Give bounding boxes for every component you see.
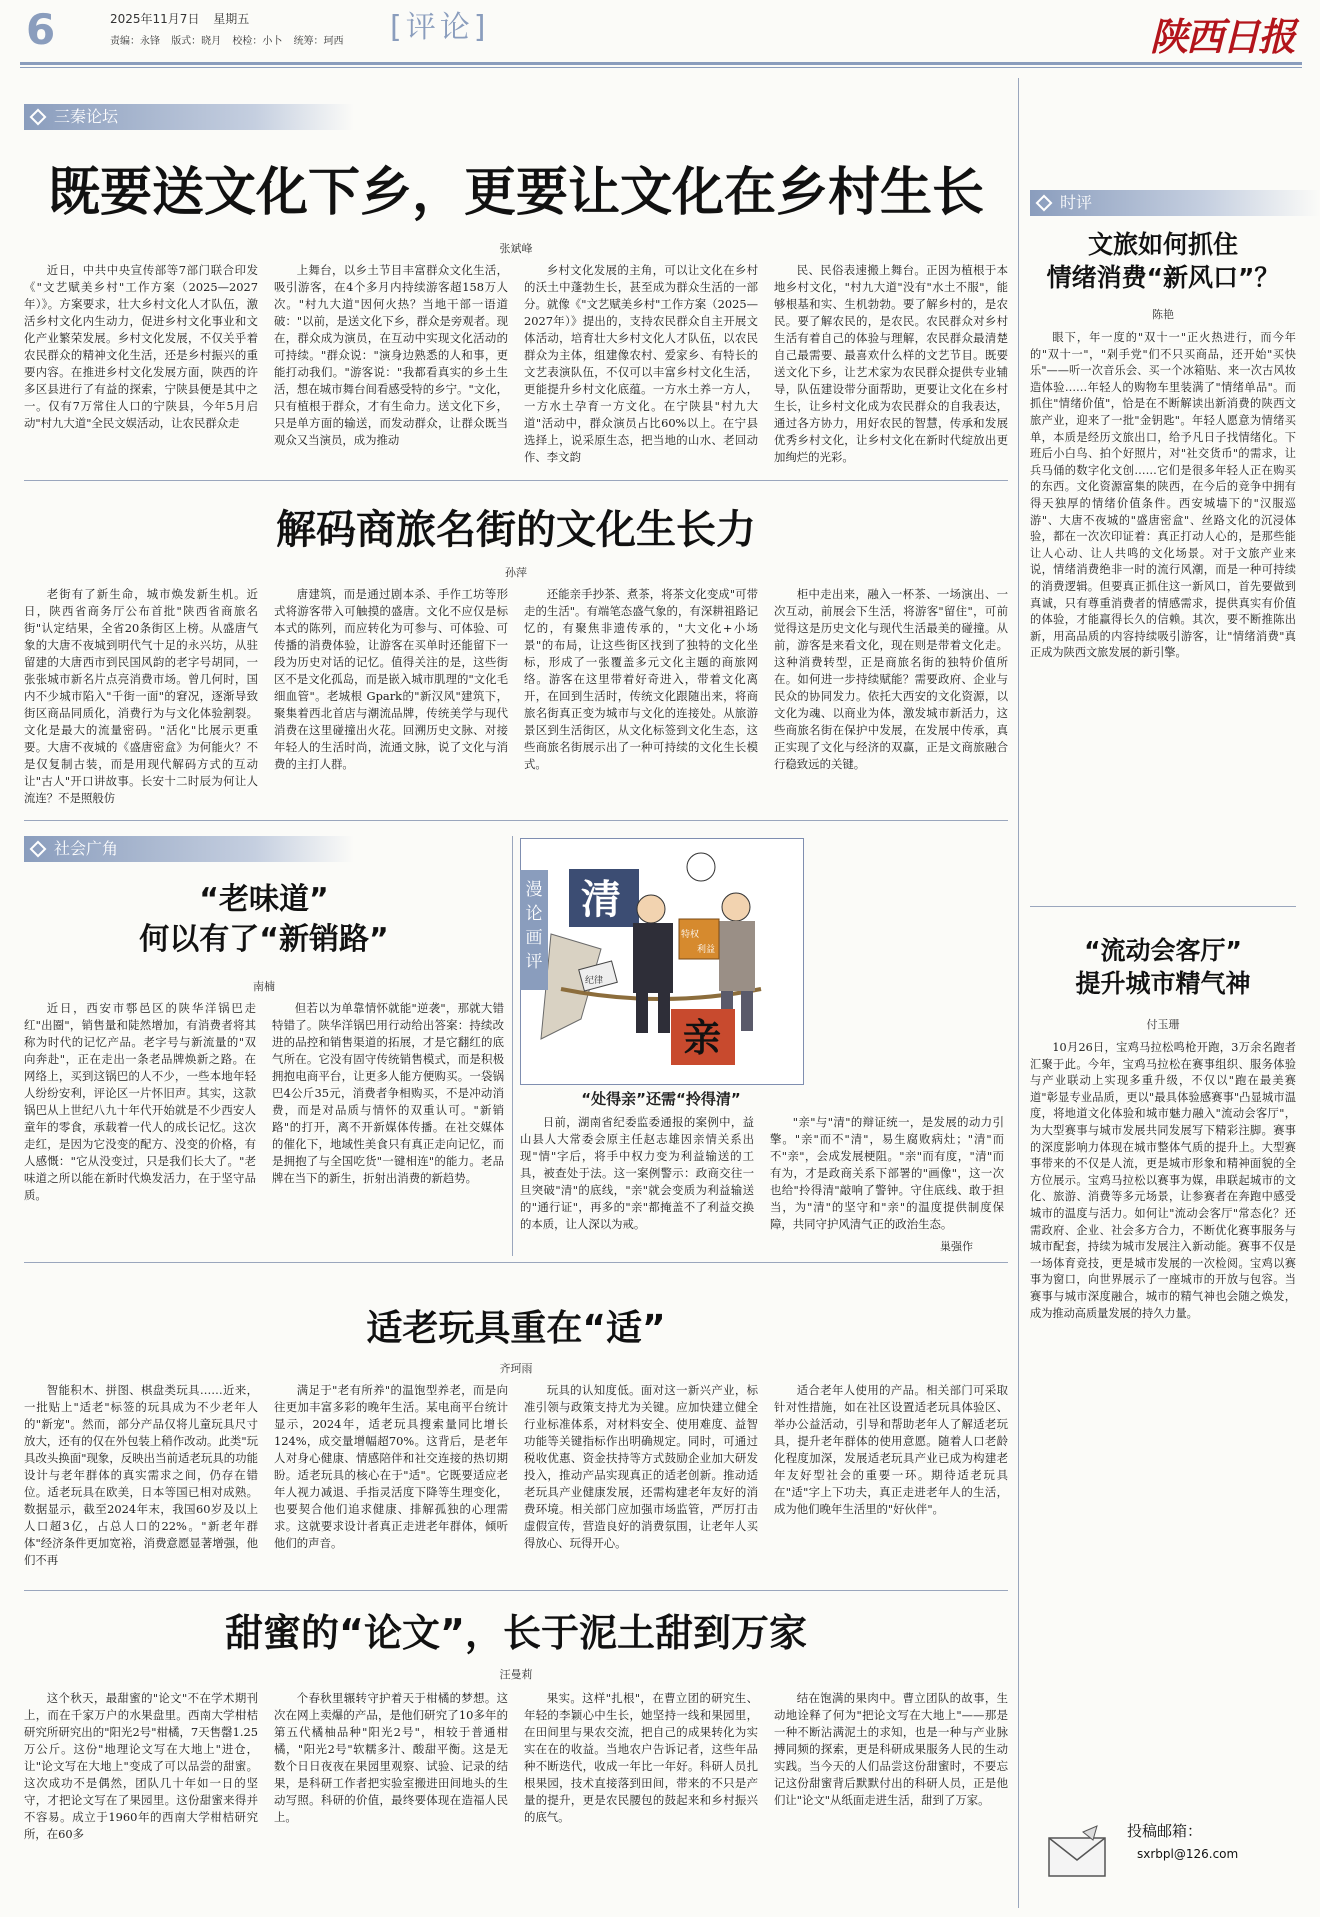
s2-title (1030, 934, 1296, 1000)
a1-col (274, 262, 508, 472)
cartoon-caption: “处得亲”还需“拎得清” (581, 1090, 741, 1108)
a5-author: 汪曼莉 (499, 1668, 533, 1681)
a2-title: 解码商旅名街的文化生长力 (276, 507, 756, 553)
section-tag: [评论] (390, 10, 490, 45)
a4-para: 适合老年人使用的产品。相关部门可采取针对性措施，如在社区设置适老玩具体验区、举办公益活动，引导和帮助老年人了解适老玩具，提升老年群体的使用意愿。随着人口老龄化程度加深，发展适老玩具产业已成为构建老年友好型社会的重要一环。期待适老玩具在"适"字上下功夫，真正走进老年人的生活，成为他们晚年生活里的"好伙伴"。 (774, 1383, 1008, 1516)
cartoon-author: 巢强作 (940, 1240, 973, 1253)
a3-title (24, 880, 504, 960)
submit-box (1045, 1820, 1285, 1898)
a3-para: 但若以为单靠情怀就能"逆袭"，那就大错特错了。陕华洋锅巴用行动给出答案：持续改进的品控和销售渠道的拓展，才是它翻红的底气所在。它没有固守传统销售模式，而是积极拥抱电商平台，让更多人能方便购买。一袋锅巴4公斤35元，消费者争相购买，不是冲动消费，而是对品质与情怀的双重认可。"新销路"的打开，离不开新媒体传播。在社交媒体的催化下，地域性美食只有真正走向记忆，而是拥抱了与全国吃货"一键相连"的能力。老品牌在当下的新生，折射出消费的新趋势。 (272, 1001, 504, 1185)
a5-col (24, 1690, 258, 1902)
a3-col (272, 1000, 504, 1250)
cartoon-tequan-label: 特权 (681, 930, 700, 940)
staff-editor: 责编：永锋 (110, 36, 160, 47)
submit-label: 投稿邮箱： (1127, 1822, 1203, 1840)
header-rule-thin (20, 67, 1302, 68)
a5-title: 甜蜜的“论文”，长于泥土甜到万家 (225, 1611, 807, 1655)
a3-title-line1: “老味道” (199, 882, 329, 917)
cartoon-liyi-label: 利益 (697, 945, 716, 955)
submit-email[interactable]: sxrbpl@126.com (1137, 1847, 1239, 1861)
a2-bottom-rule (24, 820, 1008, 821)
cartoon-qin-char: 亲 (683, 1016, 722, 1060)
cartoon-para: "亲"与"清"的辩证统一，是发展的动力引擎。"亲"而不"清"，易生腐败病灶；"清"而不"亲"，会成发展梗阻。"亲"而有度，"清"而有为，才是政商关系下部署的"画像"，这一次也给"拎得清"敲响了警钟。守住底线、敢于担当，为"清"的坚守和"亲"的温度提供制度保障，共同守护风清气正的政治生态。 (770, 1115, 1004, 1231)
a4-col (24, 1382, 258, 1582)
a5-para: 这个秋天，最甜蜜的"论文"不在学术期刊上，而在千家万户的水果盘里。西南大学柑桔研究所研究出的"阳光2号"柑橘，7天售罄1.25万公斤。这份"地理论文写在大地上"进仓，让"论文写在大地上"变成了可以品尝的甜蜜。这次成功不是偶然，团队几十年如一日的坚守，才把论文写在了果园里。这份甜蜜来得并不容易。成立于1960年的西南大学柑桔研究所，在60多 (24, 1691, 258, 1841)
a4-author: 齐珂雨 (499, 1362, 533, 1375)
cartoon-official-head (637, 895, 665, 923)
a1-body (24, 262, 1008, 472)
a1-title: 既要送文化下乡，更要让文化在乡村生长 (47, 163, 984, 223)
a5-col (774, 1690, 1008, 1902)
header-rule (20, 62, 1302, 65)
a1-para: 民、民俗表速搬上舞台。正因为植根于本地乡村文化，"村九大道"没有"水土不服"，能够根基和实、生机勃勃。要了解乡村的，是农民。要了解农民的，是农民。农民群众对乡村生活有着自己的体验与理解，农民群众最清楚自己最需要、最喜欢什么样的文艺节目。既要送文化下乡，让艺术家为农民群众提供专业辅导，队伍建设带分面帮助，更要让文化在乡村生长，让乡村文化成为农民群众的自我表达，通过各方协力，用好农民的智慧，传承和发展优秀乡村文化，让乡村文化在新时代绽放出更加绚烂的光彩。 (774, 263, 1008, 464)
a4-title: 适老玩具重在“适” (366, 1308, 666, 1349)
s1-body (1030, 330, 1296, 890)
label-shehui: 社会广角 (24, 836, 354, 862)
cartoon-body (520, 1114, 1004, 1240)
a1-col (524, 262, 758, 472)
staff-line (110, 32, 352, 47)
cartoon-businessman-body (719, 921, 755, 991)
weekday: 星期五 (213, 12, 250, 26)
a5-body (24, 1690, 1008, 1902)
s1-title (1030, 228, 1296, 294)
cartoon-illustration (521, 839, 803, 1084)
a3-author: 南楠 (253, 980, 275, 993)
cartoon-thought-bubble (687, 853, 715, 881)
a2-para: 柜中走出来，融入一杯茶、一场演出、一次互动，前展会下生活，将游客"留住"，可前觉得这是历史文化与现代生活最美的碰撞。从前，游客是来看文化，现在则是带着文化走。这种消费转型，正是商旅名街的独特价值所在。如何进一步持续赋能？需要政府、企业与民众的协同发力。依托大西安的文化资源，以文化为魂、以商业为体，激发城市新活力，这些商旅名街在保护中发展，在发展中传承，真正实现了文化与经济的双赢，正是文商旅融合行稳致远的关键。 (774, 587, 1008, 771)
a5-col (524, 1690, 758, 1902)
a4-para: 满足于"老有所养"的温饱型养老，而是向往更加丰富多彩的晚年生活。某电商平台统计显示，2024年，适老玩具搜索量同比增长124%，成交量增幅超70%。这背后，是老年人对身心健康、情感陪伴和社交连接的热切期盼。适老玩具的核心在于"适"。它既要适应老年人视力减退、手指灵活度下降等生理变化，也要契合他们追求健康、排解孤独的心理需求。这就要求设计者真正走进老年群体，倾听他们的声音。 (274, 1383, 508, 1550)
staff-layout: 版式：晓月 (171, 36, 222, 47)
a3-bottom-rule (24, 1262, 1008, 1263)
cartoon-official-body (633, 923, 673, 993)
a4-col (774, 1382, 1008, 1582)
newspaper-logo: 陕西日报 (1150, 14, 1295, 59)
a1-para: 上舞台，以乡土节目丰富群众文化生活，吸引游客，在4个多月内持续游客超158万人次。"村九大道"因何火热？当地干部一语道破："以前，是送文化下乡，群众是旁观者。现在，群众成为演员，在互动中实现文化活动的可持续。"群众说："演身边熟悉的人和事，更能打动我们。"游客说："我都看真实的乡土生活，想在城市舞台间看感受特的乡宁。"文化，只有植根于群众，才有生命力。送文化下乡，只是单方面的输送，而发动群众，让群众既当观众又当演员，成为推动 (274, 263, 508, 447)
a1-bottom-rule (24, 480, 1008, 481)
a3-title-line2: 何以有了“新销路” (139, 922, 389, 957)
a1-col (774, 262, 1008, 472)
a3-col (24, 1000, 256, 1250)
s2-title-line2: 提升城市精气神 (1075, 969, 1251, 998)
a3-para: 近日，西安市鄠邑区的陕华洋锅巴走红"出圈"，销售量和陡然增加，有消费者将其称为时代的记忆产品。老字号与新流量的"双向奔赴"，正在走出一条老品牌焕新之路。在网络上，买到这锅巴的人不少，一些本地年轻人纷纷安利，评论区一片怀旧声。其实，这款锅巴从上世纪八九十年代开始就是不少西安人童年的零食，承载着一代人的成长记忆。这次走红，是因为它没变的配方、没变的价格，有人感慨："它从没变过，只是我们长大了。"老味道之所以能在新时代焕发活力，在于坚守品质。 (24, 1001, 256, 1202)
s1-author: 陈艳 (1152, 308, 1174, 321)
s1-title-line2: 情绪消费“新风口”？ (1046, 263, 1280, 292)
a4-body (24, 1382, 1008, 1582)
a2-col (24, 586, 258, 806)
date: 2025年11月7日 (110, 12, 200, 26)
a4-bottom-rule (24, 1590, 1008, 1591)
label-manlun: 漫论画评 (520, 870, 548, 990)
a2-author: 孙萍 (505, 566, 527, 579)
a2-col (774, 586, 1008, 806)
a1-col (24, 262, 258, 472)
s2-author: 付玉珊 (1146, 1018, 1180, 1031)
a2-col (524, 586, 758, 806)
a2-body (24, 586, 1008, 806)
cartoon-businessman-head (722, 893, 750, 921)
a2-para: 唐建筑，而是通过剧本杀、手作工坊等形式将游客带入可触摸的盛唐。文化不应仅是标本式的陈列，而应转化为可参与、可体验、可传播的消费体验，让游客在买单时还能留下一段为历史对话的记忆。值得关注的是，这些街区不是文化孤岛，而是嵌入城市肌理的"文化毛细血管"。老城根 Gpark的"新汉风"建筑下，聚集着西北首店与潮流品牌，传统美学与现代消费在这里碰撞出火花。回溯历史文脉、对接年轻人的生活时尚，流通文脉，说了文化与消费的主打人群。 (274, 587, 508, 771)
cartoon-jiyao-label: 纪律 (585, 976, 604, 986)
a5-col (274, 1690, 508, 1902)
a1-para: 近日，中共中央宣传部等7部门联合印发《"文艺赋美乡村"工作方案（2025—2027年）》。方案要求，壮大乡村文化人才队伍，激活乡村文化内生动力，促进乡村文化事业和文化产业繁荣发展。乡村文化发展，不仅关乎着农民群众的精神文化生活，还是乡村振兴的重要内容。在推进乡村文化发展方面，陕西的许多区县进行了有益的探索，宁陕县便是其中之一。仅有7万常住人口的宁陕县，今年5月启动"村九大道"全民文娱活动，让农民群众走 (24, 263, 258, 430)
cartoon-frame (520, 838, 804, 1085)
staff-coord: 统筹：珂西 (293, 36, 344, 47)
s2-para: 10月26日，宝鸡马拉松鸣枪开跑，3万余名跑者汇聚于此。今年，宝鸡马拉松在赛事组织、服务体验与产业联动上实现多重升级，不仅以"跑在最美赛道"彰显专业品质，更以"最具体验感赛事"凸显城市温度，将地道文化体验和城市魅力融入"流动会客厅"，为大型赛事与城市发展共同发展写下精彩注脚。赛事的深度影响力体现在城市整体气质的提升上。大型赛事带来的不仅是人流，更是城市形象和精神面貌的全方位展示。宝鸡马拉松以赛事为媒，串联起城市的文化、旅游、消费等多元场景，让参赛者在奔跑中感受城市的温度与活力。如何让"流动会客厅"常态化？还需政府、企业、社会多方合力，不断优化赛事服务与城市配套，持续为城市发展注入新动能。赛事不仅是一场体育竞技，更是城市发展的一次检阅。宝鸡以赛事为窗口，向世界展示了一座城市的开放与包容。当赛事与城市深度融合，城市的精气神也会随之焕发，成为推动高质量发展的持久力量。 (1030, 1041, 1296, 1320)
a5-para: 个春秋里辗转守护着天于柑橘的梦想。这次在网上卖爆的产品，是他们研究了10多年的第五代橘柚品种"阳光2号"，相较于普通柑橘，"阳光2号"软糯多汁、酸甜平衡。这是无数个日日夜夜在果园里观察、试验、记录的结果，是科研工作者把实验室搬进田间地头的生动写照。科研的价值，最终要体现在造福人民上。 (274, 1691, 508, 1824)
s2-body (1030, 1040, 1296, 1810)
cartoon-col (520, 1114, 754, 1240)
a5-para: 果实。这样"扎根"，在曹立团的研究生、年轻的李颖心中生长，她坚持一线和果园里，在田间里与果农交流，把自己的成果转化为实实在在的收益。当地农户告诉记者，这些年品种不断迭代，收成一年比一年好。科研人员扎根果园，技术直接落到田间，带来的不只是产量的提升，更是农民腰包的鼓起来和乡村振兴的底气。 (524, 1691, 758, 1824)
s1-title-line1: 文旅如何抓住 (1087, 230, 1238, 259)
a5-para: 结在饱满的果肉中。曹立团队的故事，生动地诠释了何为"把论文写在大地上"——那是一种不断沾满泥土的求知，也是一种与产业脉搏同频的探索，更是科研成果服务人民的生动实践。当今天的人们品尝这份甜蜜时，不要忘记这份甜蜜背后默默付出的科研人员，正是他们让"论文"从纸面走进生活，甜到了万家。 (774, 1691, 1008, 1807)
envelope-icon (1045, 1824, 1115, 1884)
label-sanqin: 三秦论坛 (24, 104, 354, 130)
a4-para: 玩具的认知度低。面对这一新兴产业，标准引领与政策支持尤为关键。应加快建立健全行业标准体系，对材料安全、使用难度、益智功能等关键指标作出明确规定。同时，可通过税收优惠、资金扶持等方式鼓励企业加大研发投入，推动产品实现真正的适老创新。推动适老玩具产业健康发展，还需构建老年友好的消费环境。相关部门应加强市场监管，严厉打击虚假宣传，营造良好的消费氛围，让老年人买得放心、玩得开心。 (524, 1383, 758, 1550)
label-shiping: 时评 (1030, 190, 1320, 216)
a1-author: 张斌峰 (499, 242, 533, 255)
cartoon-para: 日前，湖南省纪委监委通报的案例中，益山县人大常委会原主任赵志雄因亲情关系出现"情"字后，将手中权力变为利益输送的工具，被查处于法。这一案例警示：政商交往一旦突破"清"的底线，"亲"就会变质为利益输送的"通行证"，再多的"亲"都掩盖不了利益交换的本质，让人深以为戒。 (520, 1115, 754, 1231)
a3-divider (512, 836, 513, 1256)
date-line (110, 10, 259, 27)
a4-col (274, 1382, 508, 1582)
a2-para: 老街有了新生命，城市焕发新生机。近日，陕西省商务厅公布首批"陕西省商旅名街"认定结果，全省20条街区上榜。从盛唐气象的大唐不夜城到明代气十足的永兴坊，从驻留建的大唐西市到民国风韵的老字号胡同，一张张城市新名片点亮消费市场。曾几何时，国内不少城市陷入"千街一面"的窘况，逐渐导致街区商品同质化，消费行为与文化体验割裂。文化是最大的流量密码。"活化"比展示更重要。大唐不夜城的《盛唐密盒》为何能火？不是仅复制古装，而是用现代解码方式的互动让"古人"开口讲故事。长安十二时辰为何让人流连？不是照般仿 (24, 587, 258, 805)
s2-title-line1: “流动会客厅” (1084, 936, 1242, 965)
cartoon-col (770, 1114, 1004, 1240)
page-number: 6 (26, 5, 56, 54)
s1-para: 眼下，年一度的"双十一"正火热进行，而今年的"双十一"，"剁手党"们不只买商品，还开始"买快乐"——听一次音乐会、买一个冰箱贴、来一次古风妆造体验……年轻人的购物车里装满了"情绪单品"。而抓住"情绪价值"，恰是在不断解读出新消费的陕西文旅产业，迎来了一批"金钥匙"。年轻人愿意为情绪买单，本质是经历文旅出口，给予凡日子找情绪化。下班后小白鸟、拍个好照片，对"社交货币"的需求，让兵马俑的数字化文创……它们是很多年轻人正在购买的东西。文化资源富集的陕西，在今后的竞争中拥有得天独厚的情绪价值条件。西安城墙下的"汉服巡游"、大唐不夜城的"盛唐密盒"、丝路文化的沉浸体验，都在一次次印证着：真正打动人心的，是那些能让人心动、让人共鸣的文化场景。对于文旅产业来说，情绪消费绝非一时的流行风潮，而是一种可持续的消费逻辑。但要真正抓住这一新风口，首先要做到真诚，只有尊重消费者的情感需求，提供真实有价值的体验，才能赢得长久的信赖。其次，要不断推陈出新，用高品质的内容持续吸引游客，让"情绪消费"真正成为陕西文旅发展的新引擎。 (1030, 331, 1296, 660)
a2-para: 还能亲手抄茶、煮茶，将茶文化变成"可带走的生活"。有端笔态盛气象的，有深耕祖路记忆的，有聚焦非遗传承的，"大文化+小场景"的布局，让这些街区找到了独特的文化坐标，形成了一张覆盖多元文化主题的商旅网络。游客在这里带着好奇进入，带着文化离开，在回到生活时，传统文化跟随出来，将商旅名街真正变为城市与文化的连接处。从旅游景区到生活街区，从文化标签到文化生态，这些商旅名街展示出了一种可持续的文化生长模式。 (524, 587, 758, 771)
staff-check: 校检：小卜 (232, 36, 283, 47)
cartoon-qing-char: 清 (581, 877, 621, 923)
a4-para: 智能积木、拼图、棋盘类玩具……近来，一批贴上"适老"标签的玩具成为不少老年人的"新宠"。然而，部分产品仅将儿童玩具尺寸放大，还有的仅在外包装上稍作改动。此类"玩具改头换面"现象，反映出当前适老玩具的功能设计与老年群体的真实需求之间，仍存在错位。适老玩具在欧美，日本等国已相对成熟。数据显示，截至2024年末，我国60岁及以上人口超3亿，占总人口的22%。"新老年群体"经济条件更加宽裕，消费意愿显著增强，他们不再 (24, 1383, 258, 1567)
sidebar-divider (1018, 78, 1019, 1908)
a3-body (24, 1000, 504, 1250)
a1-para: 乡村文化发展的主角，可以让文化在乡村的沃土中蓬勃生长，甚至成为群众生活的一部分。就像《"文艺赋美乡村"工作方案（2025—2027年）》提出的，支持农民群众自主开展文体活动，培育壮大乡村文化人才队伍，以农民群众为主体，组建像农村、爱家乡、有特长的文艺表演队伍，不仅可以丰富乡村文化生活，更能提升乡村文化底蕴。一方水土养一方人，一方水土孕育一方文化。在宁陕县"村九大道"活动中，群众演员占比60%以上。在宁县选择上，说采原生态，把当地的山水、老回动作、李文韵 (524, 263, 758, 464)
a4-col (524, 1382, 758, 1582)
s1-bottom-rule (1030, 906, 1296, 907)
a2-col (274, 586, 508, 806)
